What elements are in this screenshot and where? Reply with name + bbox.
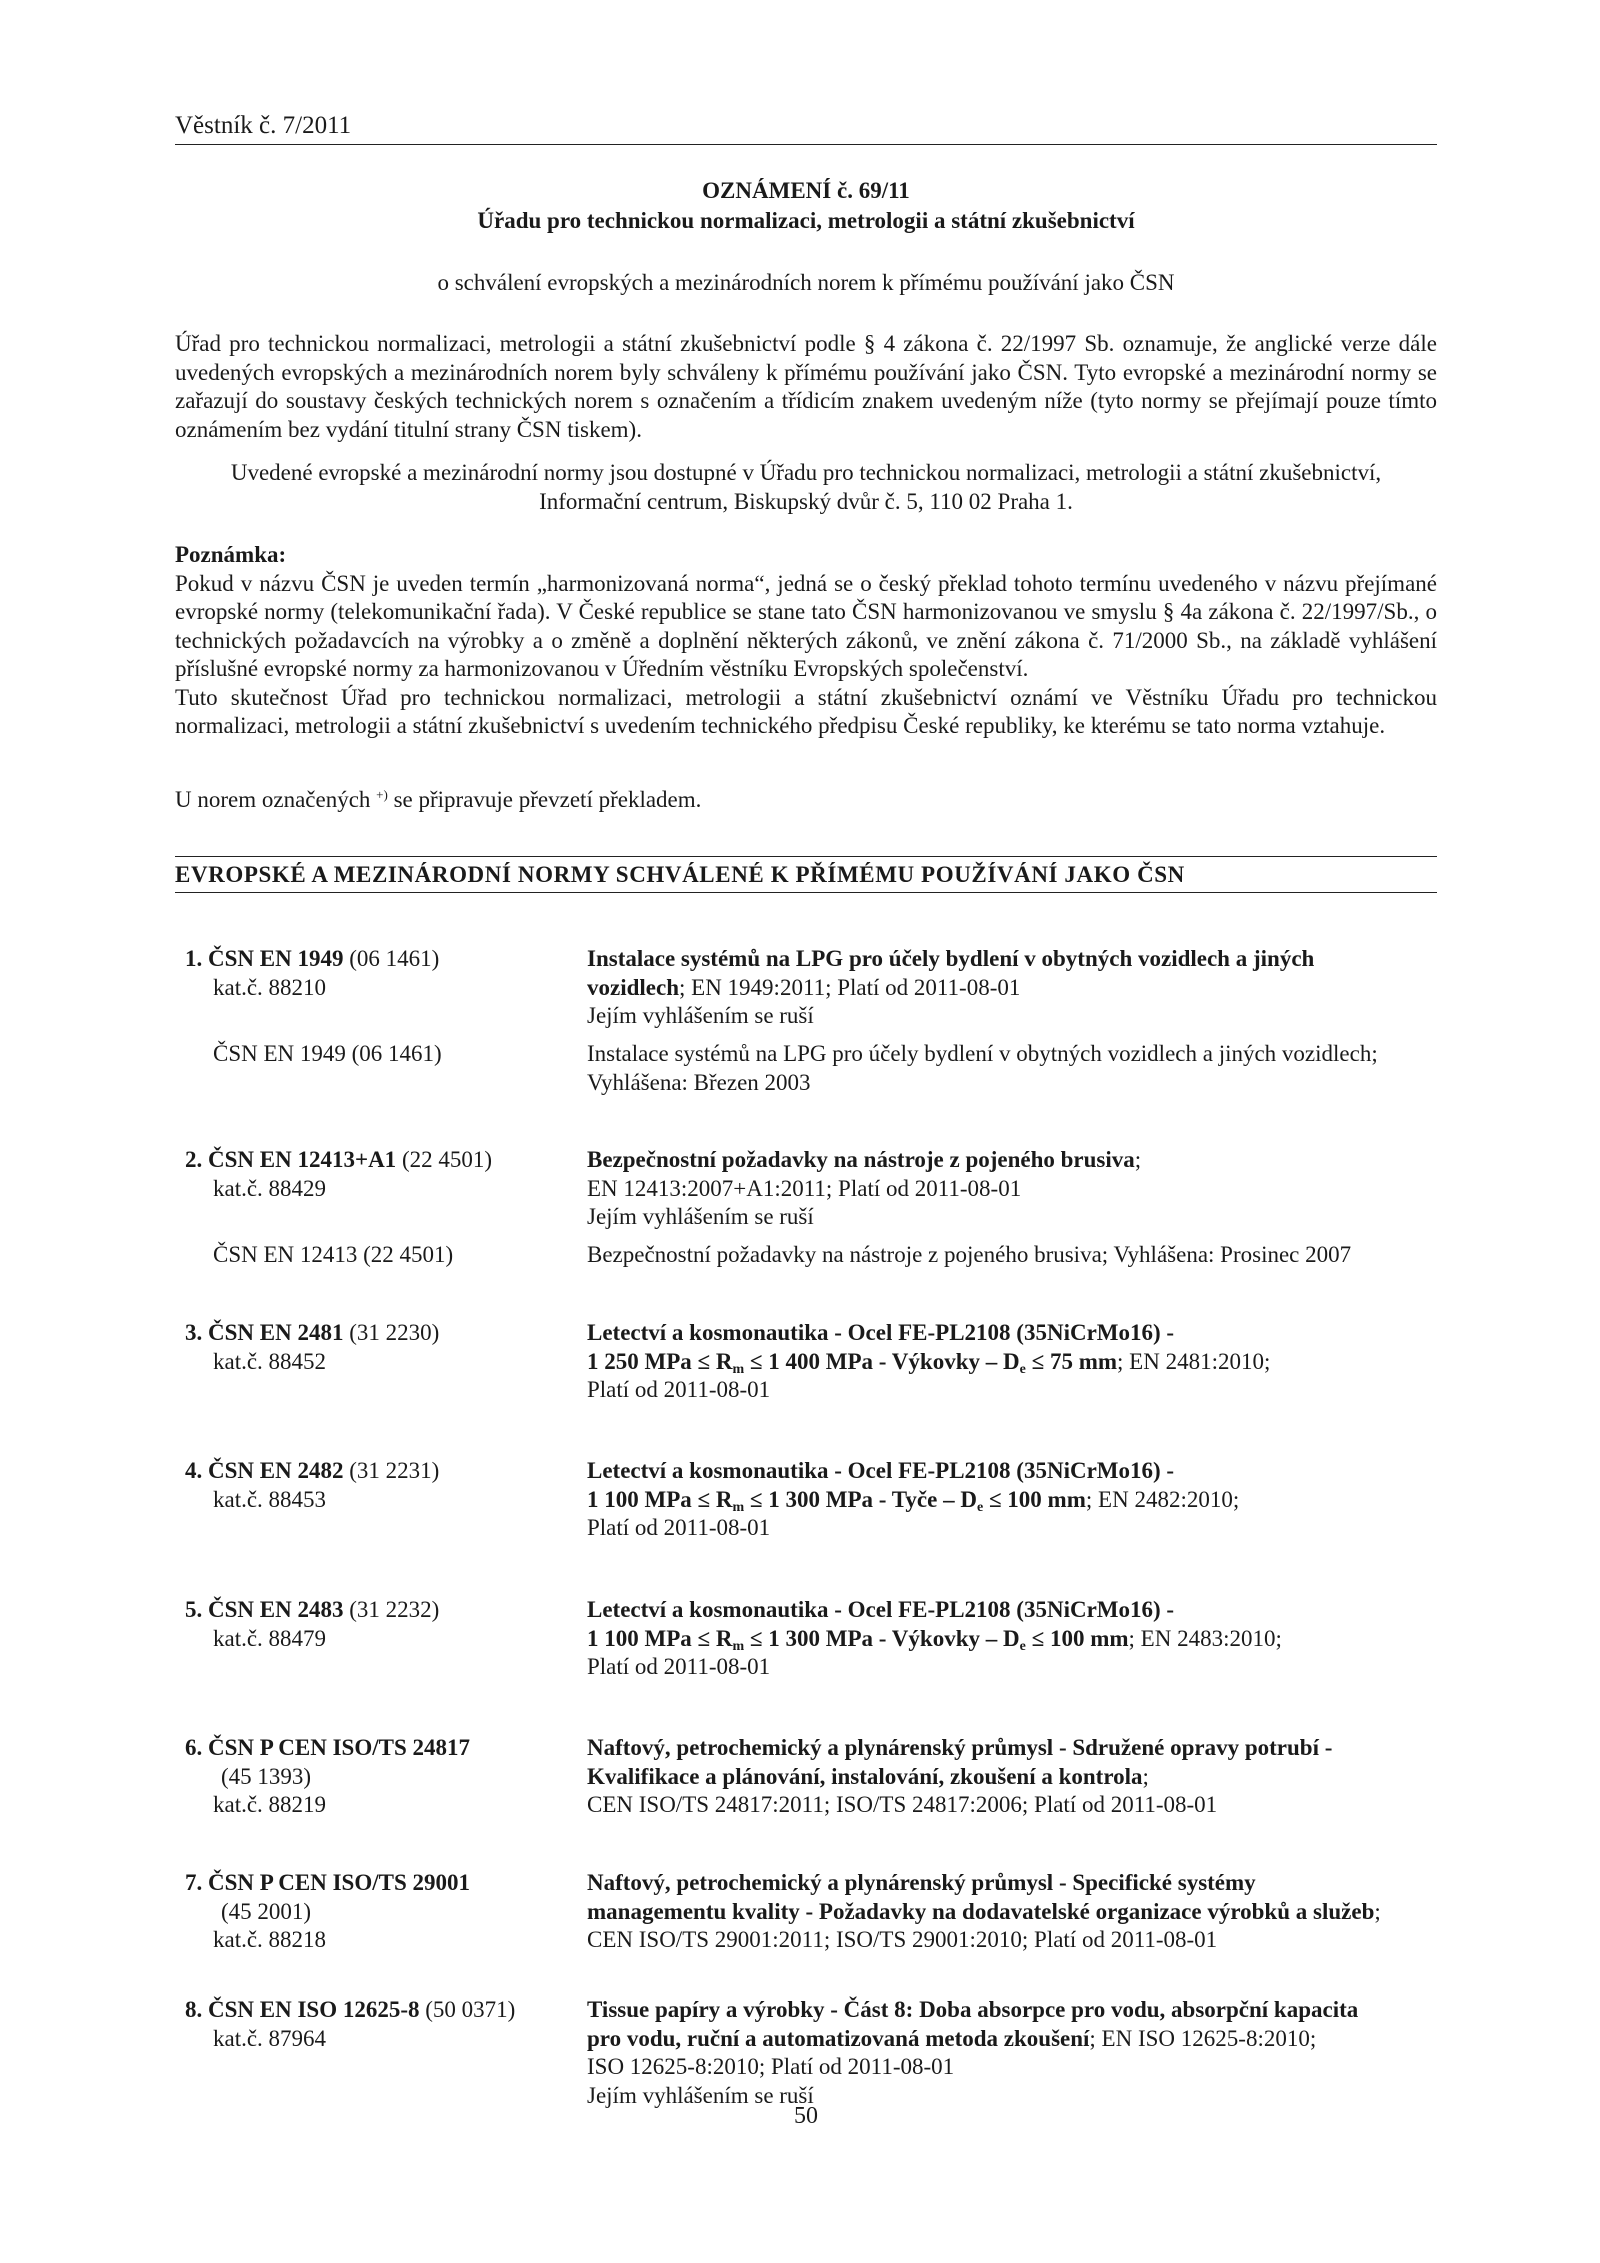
intro-paragraph: Úřad pro technickou normalizaci, metrologii a státní zkušebnictví podle § 4 zákona č. 22/1997 Sb. oznamuje, že anglické verze dále uvedených evropských a mezinárodních norem byly schváleny k přímému používání jako ČSN. Tyto evropské a mezinárodní normy se zařazují do soustavy českých technických norem s označením a třídicím znakem uvedeným níže (tyto normy se přejímají pouze tímto oznámením bez vydání titulní strany ČSN tiskem).	[175, 331, 1437, 442]
spec-sub-m: m	[732, 1361, 745, 1377]
item-class: (45 1393)	[221, 1763, 312, 1789]
item-number: 8.	[185, 1997, 203, 2022]
item-details	[587, 1734, 1437, 1820]
item-title-line-1: Letectví a kosmonautika - Ocel FE-PL2108 (35NiCrMo16) -	[587, 1597, 1175, 1622]
announcement-subject: o schválení evropských a mezinárodních norem k přímému používání jako ČSN	[437, 270, 1175, 295]
item-title-line-2	[587, 1486, 1437, 1515]
item-title-line-2: vozidlech	[587, 974, 679, 1000]
spec-part-c: ≤ 100 mm	[983, 1486, 1086, 1512]
item-identification	[185, 1869, 565, 1955]
item-title-line-3: ISO 12625-8:2010; Platí od 2011-08-01	[587, 2054, 955, 2079]
item-class: (31 2230)	[349, 1320, 440, 1345]
availability-line-2: Informační centrum, Biskupský dvůr č. 5, 110 02 Praha 1.	[539, 488, 1073, 514]
item-number: 1.	[185, 946, 203, 971]
item-catalog-number: kat.č. 88429	[213, 1175, 327, 1201]
item-number: 3.	[185, 1320, 203, 1345]
item-title-line-2: Kvalifikace a plánování, instalování, zkoušení a kontrola	[587, 1763, 1143, 1789]
translation-note	[175, 786, 1437, 815]
item-class: (45 2001)	[221, 1898, 312, 1924]
spec-part-b: ≤ 1 300 MPa - Výkovky – D	[744, 1625, 1020, 1651]
translation-note-before: U norem označených	[175, 787, 377, 812]
spec-part-a: 1 100 MPa ≤ R	[587, 1486, 733, 1512]
item-class: (50 0371)	[425, 1997, 516, 2022]
spec-part-c: ≤ 75 mm	[1025, 1348, 1118, 1374]
item-title-line-2-rest: ; EN 1949:2011; Platí od 2011-08-01	[679, 974, 1021, 1000]
item-title-line-1: Naftový, petrochemický a plynárenský průmysl - Specifické systémy	[587, 1870, 1256, 1895]
item-title-line-3: CEN ISO/TS 24817:2011; ISO/TS 24817:2006; Platí od 2011-08-01	[587, 1792, 1218, 1817]
item-title-line-1: Instalace systémů na LPG pro účely bydlení v obytných vozidlech a jiných	[587, 946, 1315, 971]
item-details	[587, 945, 1437, 1031]
spec-part-a: 1 100 MPa ≤ R	[587, 1625, 733, 1651]
item-title-line-1: Letectví a kosmonautika - Ocel FE-PL2108 (35NiCrMo16) -	[587, 1458, 1175, 1483]
spec-sub-e: e	[1019, 1361, 1026, 1377]
journal-header: Věstník č. 7/2011	[175, 112, 1437, 145]
item-catalog-number: kat.č. 88452	[213, 1348, 327, 1374]
spec-rest: ; EN 2483:2010;	[1128, 1625, 1282, 1651]
item-identification	[185, 1734, 565, 1820]
availability-line-1: Uvedené evropské a mezinárodní normy jsou dostupné v Úřadu pro technickou normalizaci, metrologii a státní zkušebnictví,	[230, 460, 1382, 485]
spec-sub-m: m	[732, 1638, 745, 1654]
item-title-line-2-rest: ;	[1374, 1898, 1381, 1924]
item-identification	[185, 1996, 565, 2053]
item-catalog-number: kat.č. 88218	[213, 1927, 327, 1952]
translation-note-after: se připravuje převzetí překladem.	[387, 787, 702, 812]
item-details	[587, 1596, 1437, 1682]
item-code: ČSN P CEN ISO/TS 24817	[208, 1735, 471, 1760]
note-paragraph-1: Pokud v názvu ČSN je uveden termín „harmonizovaná norma“, jedná se o český překlad tohoto termínu uvedeného v názvu přejímané evropské normy (telekomunikační řada). V České republice se stane tato ČSN harmonizovanou ve smyslu § 4a zákona č. 22/1997/Sb., o technických požadavcích na výrobky a o změně a doplnění některých zákonů, ve znění zákona č. 71/2000 Sb., na základě vyhlášení příslušné evropské normy za harmonizovanou v Úředním věstníku Evropských společenství.	[175, 570, 1437, 681]
item-details	[587, 1457, 1437, 1543]
item-catalog-number: kat.č. 88453	[213, 1486, 327, 1512]
replaced-line-1: Bezpečnostní požadavky na nástroje z pojeného brusiva; Vyhlášena: Prosinec 2007	[587, 1242, 1352, 1267]
item-replacement-note: Jejím vyhlášením se ruší	[587, 1003, 814, 1028]
replaced-line-2: Vyhlášena: Březen 2003	[587, 1069, 811, 1095]
item-title-line-3: Platí od 2011-08-01	[587, 1515, 771, 1540]
item-identification	[185, 945, 565, 1002]
item-title-line-2: pro vodu, ruční a automatizovaná metoda zkoušení	[587, 2025, 1090, 2051]
replaced-details	[587, 1040, 1437, 1097]
item-code: ČSN EN 2483	[208, 1597, 344, 1622]
item-number: 5.	[185, 1597, 203, 1622]
item-details	[587, 1996, 1437, 2110]
item-class: (06 1461)	[349, 946, 440, 971]
item-class: (31 2232)	[349, 1597, 440, 1622]
item-title-line-1: Letectví a kosmonautika - Ocel FE-PL2108 (35NiCrMo16) -	[587, 1320, 1175, 1345]
item-identification	[185, 1457, 565, 1514]
spec-sub-e: e	[976, 1499, 984, 1515]
item-identification	[185, 1319, 565, 1376]
announcement-authority: Úřadu pro technickou normalizaci, metrologii a státní zkušebnictví	[477, 208, 1135, 233]
item-title-line-1: Bezpečnostní požadavky na nástroje z pojeného brusiva	[587, 1147, 1135, 1172]
item-code: ČSN P CEN ISO/TS 29001	[208, 1870, 471, 1895]
item-number: 7.	[185, 1870, 203, 1895]
item-details	[587, 1869, 1437, 1955]
spec-part-c: ≤ 100 mm	[1025, 1625, 1129, 1651]
replaced-details	[587, 1241, 1437, 1270]
item-title-line-2-rest: ;	[1142, 1763, 1149, 1789]
item-number: 6.	[185, 1735, 203, 1760]
item-replacement-note: Jejím vyhlášením se ruší	[587, 2082, 814, 2108]
item-title-line-2-rest: ; EN ISO 12625-8:2010;	[1089, 2025, 1317, 2051]
page-number: 50	[794, 2103, 818, 2129]
item-class: (31 2231)	[349, 1458, 440, 1483]
availability-block	[175, 459, 1437, 516]
item-details	[587, 1319, 1437, 1405]
item-title-line-3: Platí od 2011-08-01	[587, 1654, 771, 1679]
item-title-line-1: Naftový, petrochemický a plynárenský průmysl - Sdružené opravy potrubí -	[587, 1735, 1333, 1760]
item-title-line-2	[587, 1348, 1437, 1377]
item-catalog-number: kat.č. 88210	[213, 974, 327, 1000]
spec-rest: ; EN 2481:2010;	[1117, 1348, 1271, 1374]
spec-sub-e: e	[1019, 1638, 1026, 1654]
spec-part-a: 1 250 MPa ≤ R	[587, 1348, 733, 1374]
item-code: ČSN EN 2481	[208, 1320, 344, 1345]
item-catalog-number: kat.č. 88219	[213, 1792, 327, 1817]
item-title-line-1: Tissue papíry a výrobky - Část 8: Doba absorpce pro vodu, absorpční kapacita	[587, 1997, 1359, 2022]
item-code: ČSN EN 1949	[208, 946, 344, 971]
section-heading: EVROPSKÉ A MEZINÁRODNÍ NORMY SCHVÁLENÉ K PŘÍMÉMU POUŽÍVÁNÍ JAKO ČSN	[175, 856, 1437, 893]
item-details	[587, 1146, 1437, 1232]
item-catalog-number: kat.č. 87964	[213, 2025, 327, 2051]
item-replacement-note: Jejím vyhlášením se ruší	[587, 1204, 814, 1229]
spec-sub-m: m	[732, 1499, 745, 1515]
item-title-line-1-rest: ;	[1134, 1147, 1142, 1172]
spec-part-b: ≤ 1 400 MPa - Výkovky – D	[744, 1348, 1020, 1374]
item-catalog-number: kat.č. 88479	[213, 1625, 327, 1651]
item-code: ČSN EN ISO 12625-8	[208, 1997, 420, 2022]
item-code: ČSN EN 12413+A1	[208, 1147, 397, 1172]
item-class: (22 4501)	[401, 1147, 493, 1172]
note-paragraph-2: Tuto skutečnost Úřad pro technickou normalizaci, metrologii a státní zkušebnictví oznámí ve Věstníku Úřadu pro technickou normalizaci, metrologii a státní zkušebnictví s uvedením technického předpisu České republiky, ke kterému se tato norma vztahuje.	[175, 684, 1437, 738]
item-title-line-2: managementu kvality - Požadavky na dodavatelské organizace výrobků a služeb	[587, 1898, 1375, 1924]
item-number: 4.	[185, 1458, 203, 1483]
announcement-number: OZNÁMENÍ č. 69/11	[702, 178, 910, 203]
item-number: 2.	[185, 1147, 203, 1172]
translation-mark: +)	[376, 787, 388, 802]
item-title-line-2	[587, 1625, 1437, 1654]
item-identification	[185, 1596, 565, 1653]
replaced-line-1: Instalace systémů na LPG pro účely bydlení v obytných vozidlech a jiných vozidlech;	[587, 1041, 1378, 1066]
item-title-line-3: CEN ISO/TS 29001:2011; ISO/TS 29001:2010; Platí od 2011-08-01	[587, 1927, 1218, 1952]
replaced-code: ČSN EN 12413 (22 4501)	[213, 1242, 454, 1267]
item-identification	[185, 1146, 565, 1203]
spec-part-b: ≤ 1 300 MPa - Tyče – D	[744, 1486, 977, 1512]
item-title-line-3: Platí od 2011-08-01	[587, 1377, 771, 1402]
spec-rest: ; EN 2482:2010;	[1085, 1486, 1240, 1512]
item-code: ČSN EN 2482	[208, 1458, 344, 1483]
replaced-code: ČSN EN 1949 (06 1461)	[213, 1041, 442, 1066]
item-title-line-2: EN 12413:2007+A1:2011; Platí od 2011-08-01	[587, 1175, 1022, 1201]
note-block	[175, 541, 1437, 741]
note-label: Poznámka:	[175, 542, 287, 567]
